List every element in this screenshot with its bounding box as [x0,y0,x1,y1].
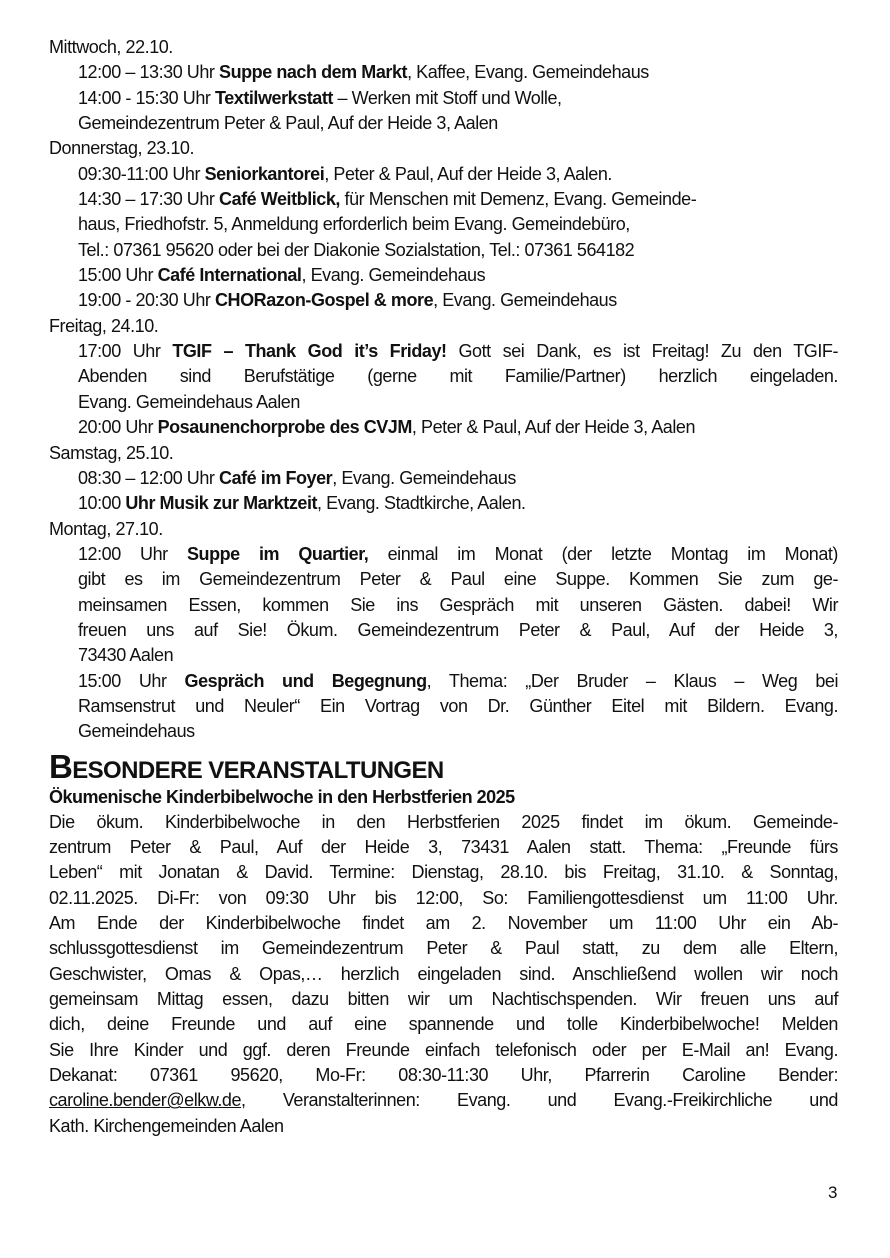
event-time: 19:00 - 20:30 Uhr [78,290,215,311]
paragraph-line: Dekanat: 07361 95620, Mo-Fr: 08:30-11:30 Uhr, Pfarrerin Caroline Bender: [49,1065,838,1086]
paragraph-line [49,1088,838,1113]
event-title: Café Weitblick, [219,189,340,210]
paragraph-line: zentrum Peter & Paul, Auf der Heide 3, 73431 Aalen statt. Thema: „Freunde fürs [49,836,838,857]
event-line [49,542,838,567]
event-subheading: Ökumenische Kinderbibelwoche in den Herbstferien 2025 [49,786,515,807]
event-line [49,187,838,212]
event-line [49,288,838,313]
event-continuation: Gemeindezentrum Peter & Paul, Auf der Heide 3, Aalen [78,113,498,134]
event-continuation: gibt es im Gemeindezentrum Peter & Paul eine Suppe. Kommen Sie zum ge- [78,569,838,590]
event-line [49,86,838,111]
event-time: 14:30 – 17:30 Uhr [78,189,220,210]
day-header: Donnerstag, 23.10. [49,138,195,159]
event-line [49,466,838,491]
event-line [49,415,838,440]
event-continuation: 73430 Aalen [78,645,174,666]
day-header: Montag, 27.10. [49,518,163,539]
day-header: Samstag, 25.10. [49,442,174,463]
paragraph-line: Kath. Kirchengemeinden Aalen [49,1115,284,1136]
event-continuation: Tel.: 07361 95620 oder bei der Diakonie Sozialstation, Tel.: 07361 564182 [78,239,635,260]
event-title: Textilwerkstatt [215,87,333,108]
heading-rest: ESONDERE VERANSTALTUNGEN [72,756,444,784]
event-title: Suppe im Quartier, [186,543,369,564]
event-title: Posaunenchorprobe des CVJM [157,417,412,438]
event-details: , Evang. Gemeindehaus [433,290,617,311]
event-time: 17:00 Uhr [78,341,173,362]
day-header: Mittwoch, 22.10. [49,37,173,57]
event-line [49,491,838,516]
event-details: Gott sei Dank, es ist Freitag! Zu den TGIF- [446,341,838,362]
event-details: für Menschen mit Demenz, Evang. Gemeinde- [339,189,697,210]
email-link[interactable]: caroline.bender@elkw.de [49,1090,242,1111]
page-content [49,35,838,1139]
event-details: , Thema: „Der Bruder – Klaus – Weg bei [426,670,838,691]
paragraph-line: Leben“ mit Jonatan & David. Termine: Dienstag, 28.10. bis Freitag, 31.10. & Sonntag, [49,862,838,883]
event-details: einmal im Monat (der letzte Montag im Monat) [368,543,838,564]
event-details: , Evang. Gemeindehaus [301,265,486,286]
event-time: 15:00 Uhr [78,670,185,691]
event-details: – Werken mit Stoff und Wolle, [332,87,562,108]
event-line [49,263,838,288]
page-number: 3 [828,1183,838,1202]
event-title: Café International [157,265,302,286]
event-title: Seniorkantorei [204,163,325,184]
paragraph-line: schlussgottesdienst im Gemeindezentrum Peter & Paul statt, zu dem alle Eltern, [49,938,838,959]
event-title: TGIF – Thank God it’s Friday! [172,341,447,362]
event-title: CHORazon-Gospel & more [215,290,434,311]
event-time: 10:00 [78,493,126,514]
event-time: 20:00 Uhr [78,417,158,438]
event-title: Gespräch und Begegnung [184,670,427,691]
paragraph-line: Die ökum. Kinderbibelwoche in den Herbstferien 2025 findet im ökum. Gemeinde- [49,811,838,832]
event-description [49,810,838,1139]
paragraph-line: Am Ende der Kinderbibelwoche findet am 2. November um 11:00 Uhr ein Ab- [49,913,838,933]
event-continuation: freuen uns auf Sie! Ökum. Gemeindezentrum Peter & Paul, Auf der Heide 3, [78,619,838,640]
event-time: 12:00 Uhr [78,543,187,564]
event-details: , Peter & Paul, Auf der Heide 3, Aalen. [324,163,612,184]
event-details: , Kaffee, Evang. Gemeindehaus [407,62,649,83]
event-time: 12:00 – 13:30 Uhr [78,62,220,83]
paragraph-line: 02.11.2025. Di-Fr: von 09:30 Uhr bis 12:00, So: Familiengottesdienst um 11:00 Uhr. [49,887,838,908]
paragraph-line: dich, deine Freunde und auf eine spannende und tolle Kinderbibelwoche! Melden [49,1014,838,1035]
event-line [49,60,838,85]
event-line [49,162,838,187]
heading-initial: B [49,747,73,785]
event-title: Café im Foyer [219,467,333,488]
event-title: Suppe nach dem Markt [219,62,408,83]
event-time: 15:00 Uhr [78,265,158,286]
event-continuation: Evang. Gemeindehaus Aalen [78,391,300,412]
event-title: Uhr Musik zur Marktzeit [125,493,318,514]
paragraph-line: Geschwister, Omas & Opas,… herzlich eingeladen sind. Anschließend wollen wir noch [49,963,838,984]
event-continuation: Ramsenstrut und Neuler“ Ein Vortrag von Dr. Günther Eitel mit Bildern. Evang. [78,695,838,716]
event-time: 08:30 – 12:00 Uhr [78,467,220,488]
event-details: , Evang. Stadtkirche, Aalen. [317,493,526,514]
event-continuation: Gemeindehaus [78,721,195,742]
day-header: Freitag, 24.10. [49,315,159,336]
event-time: 09:30-11:00 Uhr [78,163,205,184]
event-details: , Peter & Paul, Auf der Heide 3, Aalen [411,417,696,438]
paragraph-line: gemeinsam Mittag essen, dazu bitten wir um Nachtischspenden. Wir freuen uns auf [49,989,838,1010]
event-continuation: Abenden sind Berufstätige (gerne mit Familie/Partner) herzlich eingeladen. [78,366,838,387]
paragraph-text: , Veranstalterinnen: Evang. und Evang.-Freikirchliche und [241,1090,838,1111]
event-continuation: haus, Friedhofstr. 5, Anmeldung erforderlich beim Evang. Gemeindebüro, [78,214,630,235]
event-line [49,669,838,694]
event-line [49,339,838,364]
event-time: 14:00 - 15:30 Uhr [78,87,215,108]
section-heading [49,749,838,785]
event-details: , Evang. Gemeindehaus [332,467,516,488]
paragraph-line: Sie Ihre Kinder und ggf. deren Freunde einfach telefonisch oder per E-Mail an! Evang. [49,1039,838,1060]
event-continuation: meinsamen Essen, kommen Sie ins Gespräch mit unseren Gästen. dabei! Wir [78,594,838,615]
